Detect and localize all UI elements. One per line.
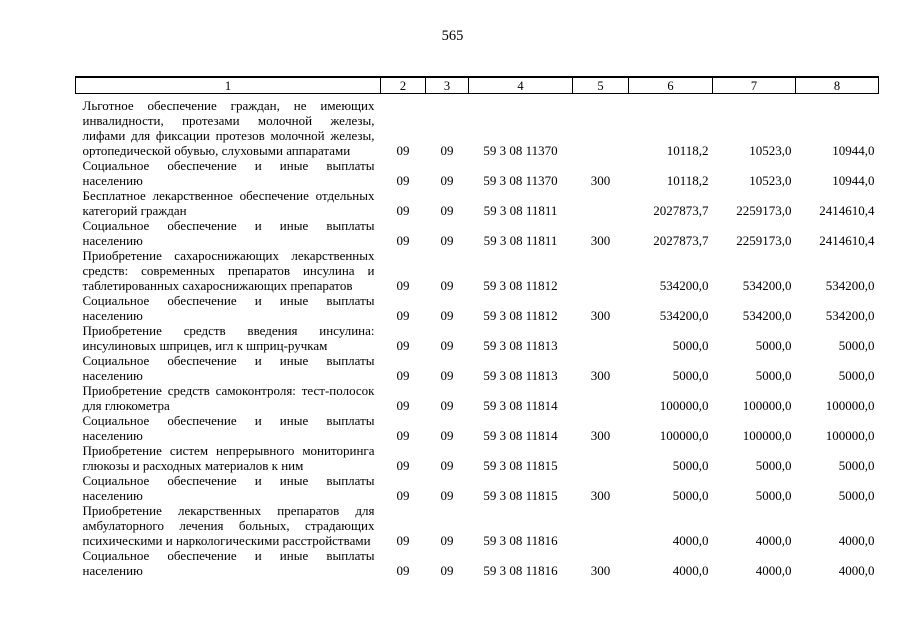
table-header — [76, 77, 879, 94]
col-4-cell: 59 3 08 11811 — [483, 233, 558, 248]
col-6-cell: 5000,0 — [672, 338, 709, 353]
row-label-cell: Приобретение лекарственных препаратов для амбулаторного лечения больных, страдающих психическими и наркологическими расстройствами — [82, 503, 375, 548]
col-4-cell: 59 3 08 11814 — [483, 428, 558, 443]
col-3-cell: 09 — [440, 278, 454, 293]
row-label-cell: Приобретение средств самоконтроля: тест-полосок для глюкометра — [82, 383, 375, 413]
col-4-cell: 59 3 08 11813 — [483, 368, 558, 383]
col-7-cell: 534200,0 — [742, 308, 792, 323]
col-4-cell: 59 3 08 11370 — [483, 143, 558, 158]
col-4-cell: 59 3 08 11815 — [483, 458, 558, 473]
col-2-cell: 09 — [396, 173, 410, 188]
row-label-cell: Социальное обеспечение и иные выплаты населению — [82, 158, 375, 188]
col-7-cell: 5000,0 — [755, 338, 792, 353]
page-number: 565 — [441, 28, 464, 44]
col-5-cell — [573, 503, 629, 548]
col-3-cell: 09 — [440, 203, 454, 218]
col-3-cell: 09 — [440, 398, 454, 413]
col-5-cell — [573, 188, 629, 218]
col-5-cell — [573, 248, 629, 293]
col-6-cell: 100000,0 — [659, 398, 709, 413]
col-2-cell: 09 — [396, 488, 410, 503]
col-2-cell: 09 — [396, 368, 410, 383]
col-7-cell: 100000,0 — [742, 398, 792, 413]
col-6-cell: 10118,2 — [666, 143, 709, 158]
col-7-cell: 5000,0 — [755, 488, 792, 503]
col-5-cell — [573, 94, 629, 159]
table-row — [76, 158, 879, 188]
col-7-cell: 10523,0 — [749, 143, 792, 158]
col-5-cell: 300 — [590, 308, 611, 323]
col-2-cell: 09 — [396, 458, 410, 473]
table-row — [76, 218, 879, 248]
col-6-cell: 5000,0 — [672, 458, 709, 473]
column-number-header: 7 — [713, 77, 796, 94]
col-8-cell: 4000,0 — [838, 563, 875, 578]
table-row — [76, 248, 879, 293]
column-number-header: 3 — [426, 77, 469, 94]
table-row — [76, 383, 879, 413]
col-6-cell: 100000,0 — [659, 428, 709, 443]
col-2-cell: 09 — [396, 233, 410, 248]
row-label-cell: Социальное обеспечение и иные выплаты населению — [82, 353, 375, 383]
table-row — [76, 443, 879, 473]
col-8-cell: 5000,0 — [838, 458, 875, 473]
col-6-cell: 4000,0 — [672, 563, 709, 578]
col-8-cell: 2414610,4 — [819, 233, 875, 248]
column-number-header: 4 — [469, 77, 573, 94]
col-4-cell: 59 3 08 11815 — [483, 488, 558, 503]
col-7-cell: 2259173,0 — [736, 233, 792, 248]
col-6-cell: 2027873,7 — [653, 233, 709, 248]
col-3-cell: 09 — [440, 428, 454, 443]
table-row — [76, 323, 879, 353]
col-2-cell: 09 — [396, 278, 410, 293]
col-4-cell: 59 3 08 11816 — [483, 563, 558, 578]
col-2-cell: 09 — [396, 428, 410, 443]
table-row — [76, 94, 879, 159]
col-3-cell: 09 — [440, 563, 454, 578]
col-2-cell: 09 — [396, 563, 410, 578]
table-row — [76, 188, 879, 218]
column-number-header: 2 — [381, 77, 426, 94]
col-3-cell: 09 — [440, 233, 454, 248]
col-2-cell: 09 — [396, 398, 410, 413]
col-8-cell: 5000,0 — [838, 488, 875, 503]
column-number-header: 6 — [629, 77, 713, 94]
col-8-cell: 10944,0 — [832, 143, 875, 158]
table-row — [76, 503, 879, 548]
col-2-cell: 09 — [396, 308, 410, 323]
col-8-cell: 5000,0 — [838, 368, 875, 383]
col-7-cell: 5000,0 — [755, 458, 792, 473]
col-6-cell: 534200,0 — [659, 308, 709, 323]
col-4-cell: 59 3 08 11812 — [483, 308, 558, 323]
col-2-cell: 09 — [396, 338, 410, 353]
col-3-cell: 09 — [440, 338, 454, 353]
col-7-cell: 4000,0 — [755, 533, 792, 548]
col-5-cell — [573, 383, 629, 413]
col-5-cell: 300 — [590, 428, 611, 443]
col-3-cell: 09 — [440, 458, 454, 473]
col-5-cell: 300 — [590, 368, 611, 383]
col-8-cell: 10944,0 — [832, 173, 875, 188]
table-row — [76, 548, 879, 578]
col-3-cell: 09 — [440, 533, 454, 548]
col-7-cell: 5000,0 — [755, 368, 792, 383]
col-8-cell: 5000,0 — [838, 338, 875, 353]
col-6-cell: 4000,0 — [672, 533, 709, 548]
row-label-cell: Социальное обеспечение и иные выплаты населению — [82, 413, 375, 443]
col-6-cell: 5000,0 — [672, 368, 709, 383]
row-label-cell: Приобретение систем непрерывного мониторинга глюкозы и расходных материалов к ним — [82, 443, 375, 473]
col-4-cell: 59 3 08 11816 — [483, 533, 558, 548]
col-6-cell: 10118,2 — [666, 173, 709, 188]
col-5-cell: 300 — [590, 563, 611, 578]
column-number-header: 1 — [76, 77, 381, 94]
table-row — [76, 293, 879, 323]
row-label-cell: Социальное обеспечение и иные выплаты населению — [82, 473, 375, 503]
col-3-cell: 09 — [440, 308, 454, 323]
col-8-cell: 534200,0 — [825, 308, 875, 323]
col-5-cell: 300 — [590, 233, 611, 248]
col-2-cell: 09 — [396, 143, 410, 158]
col-4-cell: 59 3 08 11370 — [483, 173, 558, 188]
col-8-cell: 100000,0 — [825, 398, 875, 413]
table-row — [76, 473, 879, 503]
col-7-cell: 10523,0 — [749, 173, 792, 188]
col-8-cell: 2414610,4 — [819, 203, 875, 218]
row-label-cell: Приобретение средств введения инсулина: инсулиновых шприцев, игл к шприц-ручкам — [82, 323, 375, 353]
col-6-cell: 534200,0 — [659, 278, 709, 293]
col-7-cell: 100000,0 — [742, 428, 792, 443]
table-row — [76, 353, 879, 383]
col-4-cell: 59 3 08 11812 — [483, 278, 558, 293]
row-label-cell: Бесплатное лекарственное обеспечение отдельных категорий граждан — [82, 188, 375, 218]
col-6-cell: 2027873,7 — [653, 203, 709, 218]
col-3-cell: 09 — [440, 143, 454, 158]
col-3-cell: 09 — [440, 488, 454, 503]
col-2-cell: 09 — [396, 203, 410, 218]
column-number-header: 5 — [573, 77, 629, 94]
row-label-cell: Социальное обеспечение и иные выплаты населению — [82, 548, 375, 578]
col-6-cell: 5000,0 — [672, 488, 709, 503]
col-3-cell: 09 — [440, 173, 454, 188]
col-5-cell — [573, 443, 629, 473]
col-2-cell: 09 — [396, 533, 410, 548]
col-5-cell: 300 — [590, 173, 611, 188]
col-8-cell: 534200,0 — [825, 278, 875, 293]
col-7-cell: 534200,0 — [742, 278, 792, 293]
col-5-cell: 300 — [590, 488, 611, 503]
col-4-cell: 59 3 08 11813 — [483, 338, 558, 353]
row-label-cell: Приобретение сахароснижающих лекарственных средств: современных препаратов инсулина и таблетированных сахароснижающих препаратов — [82, 248, 375, 293]
col-4-cell: 59 3 08 11811 — [483, 203, 558, 218]
col-3-cell: 09 — [440, 368, 454, 383]
col-5-cell — [573, 323, 629, 353]
col-7-cell: 4000,0 — [755, 563, 792, 578]
table-header-row — [76, 77, 879, 94]
col-4-cell: 59 3 08 11814 — [483, 398, 558, 413]
table-body — [76, 94, 879, 579]
budget-table — [75, 76, 879, 578]
table-row — [76, 413, 879, 443]
col-7-cell: 2259173,0 — [736, 203, 792, 218]
row-label-cell: Льготное обеспечение граждан, не имеющих инвалидности, протезами молочной железы, лифами для фиксации протезов молочной железы, ортопедической обувью, слуховыми аппаратами — [82, 98, 375, 158]
column-number-header: 8 — [796, 77, 879, 94]
col-8-cell: 4000,0 — [838, 533, 875, 548]
row-label-cell: Социальное обеспечение и иные выплаты населению — [82, 293, 375, 323]
col-8-cell: 100000,0 — [825, 428, 875, 443]
row-label-cell: Социальное обеспечение и иные выплаты населению — [82, 218, 375, 248]
